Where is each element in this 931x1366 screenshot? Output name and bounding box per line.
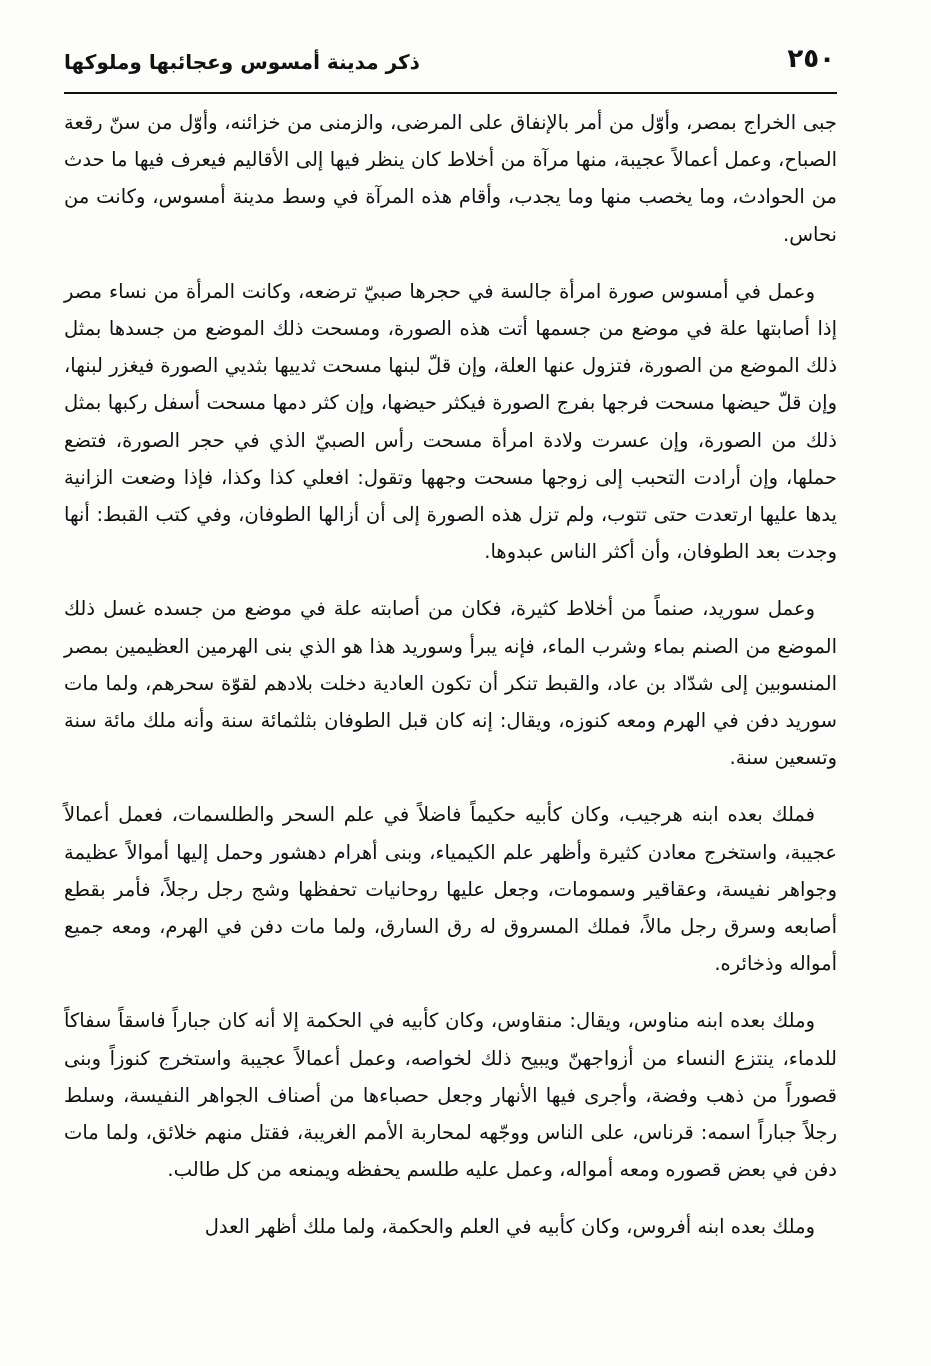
- paragraph-3: وعمل سوريد، صنماً من أخلاط كثيرة، فكان من أصابته علة في موضع من جسده غسل ذلك الموضع من الصنم بماء وشرب الماء، فإنه يبرأ وسوريد هذا هو الذي بنى الهرمين العظيمين بمصر المنسوبين إلى شدّاد بن عاد، والقبط تنكر أن تكون العادية دخلت بلادهم لقوّة سحرهم، ولما مات سوريد دفن في الهرم ومعه كنوزه، ويقال: إنه كان قبل الطوفان بثلثمائة سنة وأنه ملك مائة سنة وتسعين سنة.: [64, 597, 837, 770]
- page-number: ٢٥٠: [787, 44, 835, 74]
- body-text: [64, 104, 837, 1266]
- running-title: ذكر مدينة أمسوس وعجائبها وملوكها: [64, 50, 420, 74]
- header-rule: [64, 92, 837, 94]
- page-header: [64, 42, 835, 92]
- paragraph-2: وعمل في أمسوس صورة امرأة جالسة في حجرها صبيّ ترضعه، وكانت المرأة من نساء مصر إذا أصابتها علة في موضع من جسمها أتت هذه الصورة، ومسحت ذلك الموضع من جسدها بمثل ذلك الموضع من الصورة، فتزول عنها العلة، وإن قلّ لبنها مسحت ثدييها بثديي الصورة فيغزر لبنها، وإن قلّ حيضها مسحت فرجها بفرج الصورة فيكثر حيضها، وإن كثر دمها مسحت أسفل ركبها بمثل ذلك من الصورة، وإن عسرت ولادة امرأة مسحت رأس الصبيّ الذي في حجر الصورة، فتضع حملها، وإن أرادت التحبب إلى زوجها مسحت وجهها وتقول: افعلي كذا وكذا، فإذا وضعت الزانية يدها عليها ارتعدت حتى تتوب، ولم تزل هذه الصورة إلى أن أزالها الطوفان، وفي كتب القبط: أنها وجدت بعد الطوفان، وأن أكثر الناس عبدوها.: [64, 279, 837, 564]
- paragraph-6: وملك بعده ابنه أفروس، وكان كأبيه في العلم والحكمة، ولما ملك أظهر العدل: [204, 1215, 815, 1239]
- paragraph-4: فملك بعده ابنه هرجيب، وكان كأبيه حكيماً فاضلاً في علم السحر والطلسمات، فعمل أعمالاً عجيبة، واستخرج معادن كثيرة وأظهر علم الكيمياء، وبنى أهرام دهشور وحمل إليها أموالاً عظيمة وجواهر نفيسة، وعقاقير وسمومات، وجعل عليها روحانيات تحفظها وشج رجل رجلاً، فأمر بقطع أصابعه وسرق رجل مالاً، فملك المسروق له رق السارق، ولما مات دفن في الهرم، ومعه جميع أمواله وذخائره.: [64, 803, 837, 976]
- paragraph-5: وملك بعده ابنه مناوس، ويقال: منقاوس، وكان كأبيه في الحكمة إلا أنه كان جباراً فاسقاً سفاكاً للدماء، ينتزع النساء من أزواجهنّ ويبيح ذلك لخواصه، وعمل أعمالاً عجيبة واستخرج كنوزاً وبنى قصوراً من ذهب وفضة، وأجرى فيها الأنهار وجعل حصباءها من أصناف الجواهر النفيسة، وسلط رجلاً جباراً اسمه: قرناس، على الناس ووجّهه لمحاربة الأمم الغريبة، فقتل منهم خلائق، ولما مات دفن في بعض قصوره ومعه أمواله، وعمل عليه طلسم يحفظه ويمنعه من كل طالب.: [64, 1009, 837, 1182]
- paragraph-1: جبى الخراج بمصر، وأوّل من أمر بالإنفاق على المرضى، والزمنى من خزائنه، وأوّل من سنّ رقعة الصباح، وعمل أعمالاً عجيبة، منها مرآة من أخلاط كان ينظر فيها إلى الأقاليم فيعرف فيها ما حدث من الحوادث، وما يخصب منها وما يجدب، وأقام هذه المرآة في وسط مدينة أمسوس، وكانت من نحاس.: [64, 111, 837, 246]
